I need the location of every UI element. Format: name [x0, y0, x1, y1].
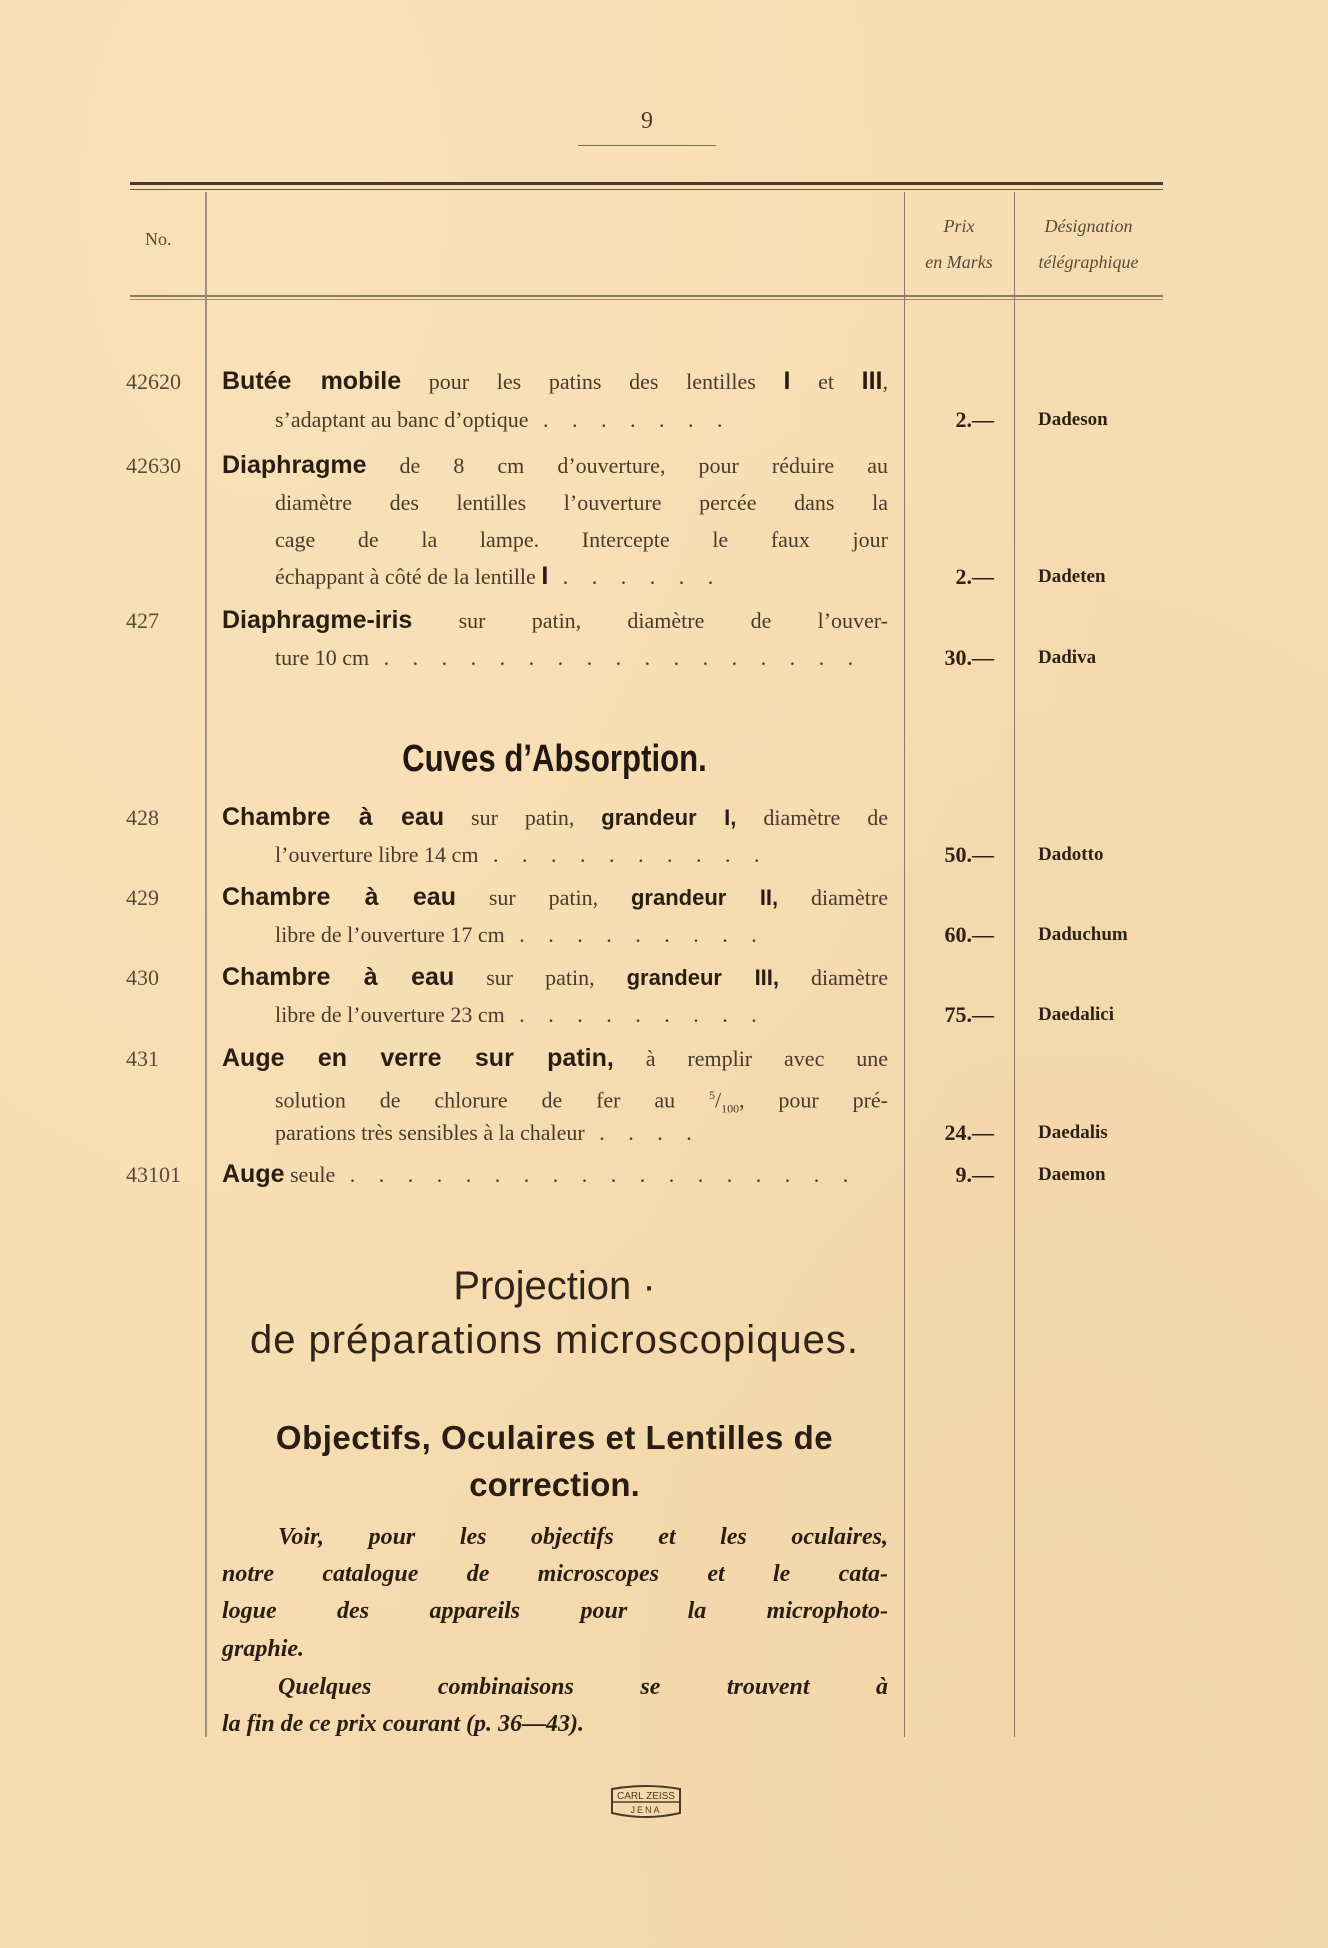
entry-number: 43101 [126, 1162, 181, 1187]
entry-line: Auge en verre sur patin, à remplir avec une [222, 1044, 888, 1072]
entry-price: 2.— [955, 564, 994, 589]
svg-text:JENA: JENA [630, 1805, 662, 1815]
svg-text:CARL ZEISS: CARL ZEISS [617, 1791, 675, 1802]
header-price-line2: en Marks [925, 252, 993, 272]
header-designation-line2: télégraphique [1038, 252, 1139, 272]
entry-line: échappant à côté de la lentille I . . . . . . [275, 562, 723, 590]
column-divider-designation [1014, 192, 1015, 1737]
header-no: No. [145, 229, 172, 249]
entry-number: 428 [126, 805, 159, 830]
entry-line: parations très sensibles à la chaleur . . . . [275, 1120, 701, 1145]
subsection-heading-objectifs-line2: correction. [469, 1466, 640, 1503]
header-designation-line1: Désignation [1044, 216, 1133, 236]
carl-zeiss-jena-logo-icon [608, 1783, 684, 1821]
section-heading-cuves: Cuves d’Absorption. [402, 738, 707, 780]
table-top-rule-thin [130, 189, 1163, 190]
entry-line: Diaphragme-iris sur patin, diamètre de l’ouver- [222, 606, 888, 634]
entry-telegraphic-code: Daedalici [1038, 1004, 1114, 1025]
entry-line: cage de la lampe. Intercepte le faux jour [275, 527, 888, 552]
entry-line: Chambre à eau sur patin, grandeur I, diamètre de [222, 803, 888, 831]
entry-line: libre de l’ouverture 17 cm . . . . . . . . . [275, 922, 766, 947]
entry-price: 9.— [955, 1162, 994, 1187]
header-bottom-rule-thin [130, 299, 1163, 300]
entry-number: 430 [126, 965, 159, 990]
entry-telegraphic-code: Dadeten [1038, 566, 1106, 587]
entry-line: libre de l’ouverture 23 cm . . . . . . . . . [275, 1002, 766, 1027]
entry-line: Butée mobile pour les patins des lentilles I et III, [222, 367, 888, 395]
entry-line: s’adaptant au banc d’optique . . . . . . . [275, 407, 732, 432]
entry-line: Chambre à eau sur patin, grandeur II, diamètre [222, 883, 888, 911]
page-number-underline [578, 145, 716, 146]
header-designation [1014, 208, 1163, 280]
entry-line: l’ouverture libre 14 cm . . . . . . . . . . [275, 842, 769, 867]
entry-line: Auge seule . . . . . . . . . . . . . . . . . . [222, 1160, 858, 1188]
entry-telegraphic-code: Dadotto [1038, 844, 1104, 865]
entry-telegraphic-code: Daedalis [1038, 1122, 1108, 1143]
header-price-line1: Prix [943, 216, 975, 236]
column-divider-number [205, 192, 207, 1737]
entry-telegraphic-code: Dadiva [1038, 647, 1097, 668]
page-number: 9 [641, 108, 653, 134]
entry-line: solution de chlorure de fer au $^5/_{100}$, pour pré- [275, 1087, 889, 1116]
entry-number: 42630 [126, 453, 181, 478]
entry-telegraphic-code: Daemon [1038, 1164, 1106, 1185]
note-line: notre catalogue de microscopes et le cata- [222, 1561, 888, 1587]
entry-number: 427 [126, 608, 159, 633]
entry-number: 42620 [126, 369, 181, 394]
entry-line: Chambre à eau sur patin, grandeur III, diamètre [222, 963, 888, 991]
entry-price: 60.— [944, 922, 994, 947]
subsection-heading-objectifs: Objectifs, Oculaires et Lentilles de [275, 1419, 834, 1456]
entry-price: 75.— [944, 1002, 994, 1027]
section-heading-projection: Projection · [453, 1264, 656, 1308]
table-top-rule [130, 182, 1163, 185]
entry-line: ture 10 cm . . . . . . . . . . . . . . . . . [275, 645, 863, 670]
entry-price: 2.— [955, 407, 994, 432]
entry-line: diamètre des lentilles l’ouverture percée dans la [275, 490, 888, 515]
entry-telegraphic-code: Dadeson [1038, 409, 1108, 430]
entry-price: 24.— [944, 1120, 994, 1145]
entry-price: 30.— [944, 645, 994, 670]
entry-price: 50.— [944, 842, 994, 867]
entry-number: 429 [126, 885, 159, 910]
entry-number: 431 [126, 1046, 159, 1071]
header-bottom-rule [130, 295, 1163, 297]
header-price [904, 208, 1014, 280]
section-heading-projection-line2: de préparations microscopiques. [249, 1318, 860, 1362]
entry-line: Diaphragme de 8 cm d’ouverture, pour réduire au [222, 451, 888, 479]
note-line: la fin de ce prix courant (p. 36—43). [222, 1711, 584, 1737]
note-line: graphie. [222, 1636, 305, 1662]
entry-telegraphic-code: Daduchum [1038, 924, 1128, 945]
note-line: Voir, pour les objectifs et les oculaires, [278, 1524, 888, 1550]
note-line: logue des appareils pour la microphoto- [222, 1598, 888, 1624]
note-line: Quelques combinaisons se trouvent à [278, 1674, 888, 1700]
